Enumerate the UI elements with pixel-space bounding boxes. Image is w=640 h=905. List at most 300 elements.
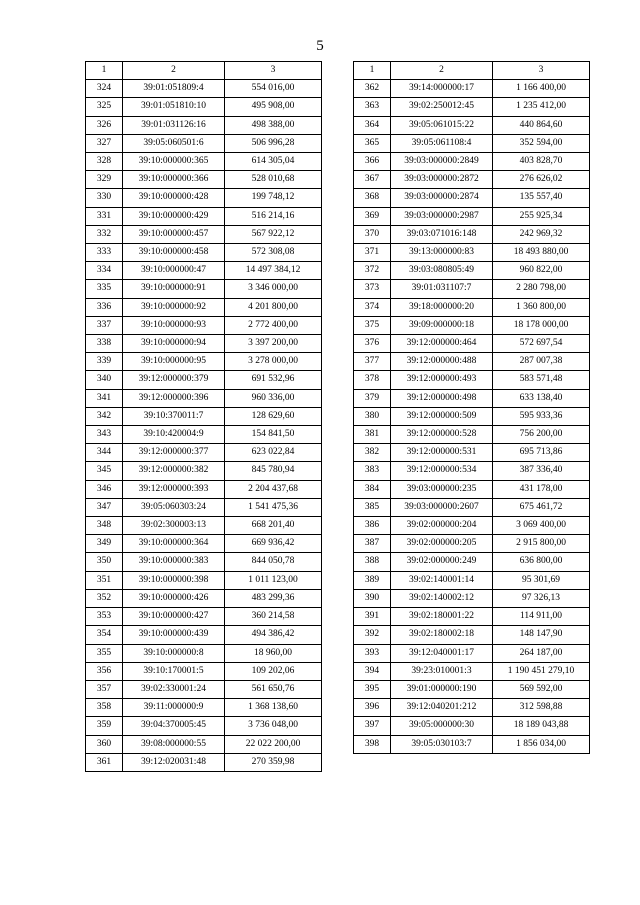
row-number-cell: 385 bbox=[354, 498, 391, 516]
value-cell: 18 178 000,00 bbox=[493, 316, 590, 334]
value-cell: 1 360 800,00 bbox=[493, 298, 590, 316]
cadastral-number-cell: 39:12:000000:393 bbox=[123, 480, 225, 498]
table-row bbox=[354, 80, 590, 98]
value-cell: 572 308,08 bbox=[225, 244, 322, 262]
column-header-3: 3 bbox=[493, 62, 590, 80]
row-number-cell: 379 bbox=[354, 389, 391, 407]
row-number-cell: 363 bbox=[354, 98, 391, 116]
cadastral-number-cell: 39:10:000000:426 bbox=[123, 589, 225, 607]
table-row bbox=[86, 116, 322, 134]
value-cell: 506 996,28 bbox=[225, 134, 322, 152]
table-row bbox=[86, 498, 322, 516]
value-cell: 312 598,88 bbox=[493, 699, 590, 717]
table-row bbox=[86, 353, 322, 371]
value-cell: 4 201 800,00 bbox=[225, 298, 322, 316]
value-cell: 691 532,96 bbox=[225, 371, 322, 389]
cadastral-number-cell: 39:03:000000:2607 bbox=[391, 498, 493, 516]
cadastral-number-cell: 39:12:040201:212 bbox=[391, 699, 493, 717]
table-row bbox=[86, 189, 322, 207]
cadastral-number-cell: 39:02:140001:14 bbox=[391, 571, 493, 589]
table-row bbox=[86, 589, 322, 607]
row-number-cell: 393 bbox=[354, 644, 391, 662]
value-cell: 633 138,40 bbox=[493, 389, 590, 407]
cadastral-number-cell: 39:10:000000:364 bbox=[123, 535, 225, 553]
value-cell: 1 856 034,00 bbox=[493, 735, 590, 753]
cadastral-number-cell: 39:03:000000:2987 bbox=[391, 207, 493, 225]
value-cell: 2 204 437,68 bbox=[225, 480, 322, 498]
cadastral-number-cell: 39:05:030103:7 bbox=[391, 735, 493, 753]
header-row bbox=[354, 62, 590, 80]
row-number-cell: 350 bbox=[86, 553, 123, 571]
value-cell: 199 748,12 bbox=[225, 189, 322, 207]
value-cell: 431 178,00 bbox=[493, 480, 590, 498]
cadastral-number-cell: 39:10:000000:428 bbox=[123, 189, 225, 207]
cadastral-number-cell: 39:10:000000:457 bbox=[123, 225, 225, 243]
table-row bbox=[86, 280, 322, 298]
table-row bbox=[354, 462, 590, 480]
cadastral-number-cell: 39:01:031126:16 bbox=[123, 116, 225, 134]
table-row bbox=[86, 608, 322, 626]
cadastral-number-cell: 39:03:000000:235 bbox=[391, 480, 493, 498]
row-number-cell: 378 bbox=[354, 371, 391, 389]
cadastral-number-cell: 39:01:031107:7 bbox=[391, 280, 493, 298]
cadastral-number-cell: 39:10:370011:7 bbox=[123, 407, 225, 425]
value-cell: 756 200,00 bbox=[493, 426, 590, 444]
table-row bbox=[86, 225, 322, 243]
row-number-cell: 344 bbox=[86, 444, 123, 462]
row-number-cell: 391 bbox=[354, 608, 391, 626]
cadastral-number-cell: 39:12:000000:379 bbox=[123, 371, 225, 389]
cadastral-number-cell: 39:03:080805:49 bbox=[391, 262, 493, 280]
row-number-cell: 395 bbox=[354, 680, 391, 698]
row-number-cell: 324 bbox=[86, 80, 123, 98]
cadastral-number-cell: 39:03:000000:2874 bbox=[391, 189, 493, 207]
value-cell: 623 022,84 bbox=[225, 444, 322, 462]
row-number-cell: 334 bbox=[86, 262, 123, 280]
table-row bbox=[354, 571, 590, 589]
row-number-cell: 362 bbox=[354, 80, 391, 98]
value-cell: 567 922,12 bbox=[225, 225, 322, 243]
value-cell: 2 915 800,00 bbox=[493, 535, 590, 553]
value-cell: 668 201,40 bbox=[225, 517, 322, 535]
value-cell: 128 629,60 bbox=[225, 407, 322, 425]
table-row bbox=[86, 98, 322, 116]
table-row bbox=[86, 335, 322, 353]
table-row bbox=[86, 80, 322, 98]
table-row bbox=[354, 189, 590, 207]
cadastral-number-cell: 39:10:170001:5 bbox=[123, 662, 225, 680]
value-cell: 3 397 200,00 bbox=[225, 335, 322, 353]
row-number-cell: 330 bbox=[86, 189, 123, 207]
value-cell: 498 388,00 bbox=[225, 116, 322, 134]
row-number-cell: 383 bbox=[354, 462, 391, 480]
column-header-1: 1 bbox=[354, 62, 391, 80]
value-cell: 403 828,70 bbox=[493, 153, 590, 171]
table-row bbox=[354, 225, 590, 243]
cadastral-number-cell: 39:02:330001:24 bbox=[123, 680, 225, 698]
table-row bbox=[354, 444, 590, 462]
table-row bbox=[354, 207, 590, 225]
table-row bbox=[354, 335, 590, 353]
cadastral-number-cell: 39:02:000000:205 bbox=[391, 535, 493, 553]
row-number-cell: 328 bbox=[86, 153, 123, 171]
cadastral-number-cell: 39:01:051809:4 bbox=[123, 80, 225, 98]
table-row bbox=[86, 407, 322, 425]
value-cell: 960 822,00 bbox=[493, 262, 590, 280]
cadastral-number-cell: 39:10:000000:93 bbox=[123, 316, 225, 334]
table-row bbox=[86, 316, 322, 334]
value-cell: 528 010,68 bbox=[225, 171, 322, 189]
value-cell: 516 214,16 bbox=[225, 207, 322, 225]
cadastral-number-cell: 39:23:010001:3 bbox=[391, 662, 493, 680]
table-row bbox=[86, 553, 322, 571]
table-row bbox=[354, 644, 590, 662]
column-header-1: 1 bbox=[86, 62, 123, 80]
cadastral-number-cell: 39:10:000000:94 bbox=[123, 335, 225, 353]
value-cell: 3 278 000,00 bbox=[225, 353, 322, 371]
row-number-cell: 380 bbox=[354, 407, 391, 425]
row-number-cell: 357 bbox=[86, 680, 123, 698]
row-number-cell: 349 bbox=[86, 535, 123, 553]
value-cell: 255 925,34 bbox=[493, 207, 590, 225]
table-row bbox=[86, 626, 322, 644]
cadastral-number-cell: 39:12:000000:509 bbox=[391, 407, 493, 425]
table-row bbox=[86, 171, 322, 189]
value-cell: 494 386,42 bbox=[225, 626, 322, 644]
row-number-cell: 360 bbox=[86, 735, 123, 753]
cadastral-number-cell: 39:10:000000:439 bbox=[123, 626, 225, 644]
value-cell: 845 780,94 bbox=[225, 462, 322, 480]
row-number-cell: 389 bbox=[354, 571, 391, 589]
row-number-cell: 353 bbox=[86, 608, 123, 626]
table-row bbox=[86, 535, 322, 553]
value-cell: 135 557,40 bbox=[493, 189, 590, 207]
cadastral-number-cell: 39:10:000000:91 bbox=[123, 280, 225, 298]
cadastral-number-cell: 39:02:180001:22 bbox=[391, 608, 493, 626]
row-number-cell: 329 bbox=[86, 171, 123, 189]
value-cell: 18 960,00 bbox=[225, 644, 322, 662]
table-row bbox=[86, 644, 322, 662]
right-table-body bbox=[354, 62, 590, 754]
row-number-cell: 381 bbox=[354, 426, 391, 444]
row-number-cell: 371 bbox=[354, 244, 391, 262]
row-number-cell: 345 bbox=[86, 462, 123, 480]
value-cell: 3 069 400,00 bbox=[493, 517, 590, 535]
cadastral-number-cell: 39:03:071016:148 bbox=[391, 225, 493, 243]
value-cell: 22 022 200,00 bbox=[225, 735, 322, 753]
cadastral-number-cell: 39:02:000000:204 bbox=[391, 517, 493, 535]
value-cell: 1 166 400,00 bbox=[493, 80, 590, 98]
cadastral-number-cell: 39:10:000000:8 bbox=[123, 644, 225, 662]
cadastral-number-cell: 39:04:370005:45 bbox=[123, 717, 225, 735]
value-cell: 2 772 400,00 bbox=[225, 316, 322, 334]
cadastral-number-cell: 39:05:000000:30 bbox=[391, 717, 493, 735]
table-row bbox=[354, 498, 590, 516]
value-cell: 264 187,00 bbox=[493, 644, 590, 662]
value-cell: 18 493 880,00 bbox=[493, 244, 590, 262]
row-number-cell: 394 bbox=[354, 662, 391, 680]
value-cell: 695 713,86 bbox=[493, 444, 590, 462]
row-number-cell: 390 bbox=[354, 589, 391, 607]
row-number-cell: 340 bbox=[86, 371, 123, 389]
row-number-cell: 372 bbox=[354, 262, 391, 280]
cadastral-number-cell: 39:02:300003:13 bbox=[123, 517, 225, 535]
cadastral-number-cell: 39:12:000000:493 bbox=[391, 371, 493, 389]
value-cell: 242 969,32 bbox=[493, 225, 590, 243]
table-row bbox=[354, 626, 590, 644]
row-number-cell: 325 bbox=[86, 98, 123, 116]
value-cell: 287 007,38 bbox=[493, 353, 590, 371]
table-row bbox=[86, 371, 322, 389]
cadastral-number-cell: 39:12:000000:396 bbox=[123, 389, 225, 407]
table-row bbox=[354, 407, 590, 425]
value-cell: 3 736 048,00 bbox=[225, 717, 322, 735]
table-row bbox=[354, 98, 590, 116]
row-number-cell: 384 bbox=[354, 480, 391, 498]
row-number-cell: 359 bbox=[86, 717, 123, 735]
value-cell: 960 336,00 bbox=[225, 389, 322, 407]
row-number-cell: 343 bbox=[86, 426, 123, 444]
table-row bbox=[354, 480, 590, 498]
table-row bbox=[354, 134, 590, 152]
cadastral-number-cell: 39:10:000000:366 bbox=[123, 171, 225, 189]
cadastral-number-cell: 39:12:000000:488 bbox=[391, 353, 493, 371]
value-cell: 387 336,40 bbox=[493, 462, 590, 480]
cadastral-number-cell: 39:18:000000:20 bbox=[391, 298, 493, 316]
table-row bbox=[354, 262, 590, 280]
cadastral-number-cell: 39:02:250012:45 bbox=[391, 98, 493, 116]
page-number: 5 bbox=[316, 38, 324, 54]
table-row bbox=[354, 153, 590, 171]
cadastral-number-cell: 39:03:000000:2849 bbox=[391, 153, 493, 171]
row-number-cell: 342 bbox=[86, 407, 123, 425]
cadastral-number-cell: 39:02:140002:12 bbox=[391, 589, 493, 607]
value-cell: 669 936,42 bbox=[225, 535, 322, 553]
value-cell: 1 368 138,60 bbox=[225, 699, 322, 717]
value-cell: 636 800,00 bbox=[493, 553, 590, 571]
cadastral-number-cell: 39:12:020031:48 bbox=[123, 753, 225, 771]
value-cell: 572 697,54 bbox=[493, 335, 590, 353]
value-cell: 554 016,00 bbox=[225, 80, 322, 98]
table-row bbox=[86, 207, 322, 225]
row-number-cell: 364 bbox=[354, 116, 391, 134]
value-cell: 360 214,58 bbox=[225, 608, 322, 626]
row-number-cell: 339 bbox=[86, 353, 123, 371]
row-number-cell: 336 bbox=[86, 298, 123, 316]
row-number-cell: 351 bbox=[86, 571, 123, 589]
table-row bbox=[354, 116, 590, 134]
table-row bbox=[86, 262, 322, 280]
row-number-cell: 355 bbox=[86, 644, 123, 662]
value-cell: 270 359,98 bbox=[225, 753, 322, 771]
cadastral-number-cell: 39:12:000000:531 bbox=[391, 444, 493, 462]
value-cell: 2 280 798,00 bbox=[493, 280, 590, 298]
row-number-cell: 374 bbox=[354, 298, 391, 316]
row-number-cell: 388 bbox=[354, 553, 391, 571]
value-cell: 14 497 384,12 bbox=[225, 262, 322, 280]
row-number-cell: 376 bbox=[354, 335, 391, 353]
table-row bbox=[354, 735, 590, 753]
table-row bbox=[86, 662, 322, 680]
table-row bbox=[354, 662, 590, 680]
row-number-cell: 382 bbox=[354, 444, 391, 462]
row-number-cell: 348 bbox=[86, 517, 123, 535]
right-register-table bbox=[353, 61, 590, 754]
table-row bbox=[354, 535, 590, 553]
cadastral-number-cell: 39:10:000000:398 bbox=[123, 571, 225, 589]
row-number-cell: 396 bbox=[354, 699, 391, 717]
cadastral-number-cell: 39:10:000000:92 bbox=[123, 298, 225, 316]
cadastral-number-cell: 39:11:000000:9 bbox=[123, 699, 225, 717]
table-row bbox=[86, 717, 322, 735]
left-table-body bbox=[86, 62, 322, 772]
row-number-cell: 368 bbox=[354, 189, 391, 207]
table-row bbox=[354, 426, 590, 444]
table-row bbox=[86, 480, 322, 498]
row-number-cell: 341 bbox=[86, 389, 123, 407]
row-number-cell: 367 bbox=[354, 171, 391, 189]
value-cell: 1 235 412,00 bbox=[493, 98, 590, 116]
table-row bbox=[354, 371, 590, 389]
table-row bbox=[354, 699, 590, 717]
value-cell: 352 594,00 bbox=[493, 134, 590, 152]
left-register-table bbox=[85, 61, 322, 772]
cadastral-number-cell: 39:10:000000:95 bbox=[123, 353, 225, 371]
row-number-cell: 369 bbox=[354, 207, 391, 225]
column-header-2: 2 bbox=[123, 62, 225, 80]
row-number-cell: 326 bbox=[86, 116, 123, 134]
cadastral-number-cell: 39:12:040001:17 bbox=[391, 644, 493, 662]
cadastral-number-cell: 39:02:000000:249 bbox=[391, 553, 493, 571]
table-row bbox=[354, 298, 590, 316]
cadastral-number-cell: 39:05:060303:24 bbox=[123, 498, 225, 516]
value-cell: 1 541 475,36 bbox=[225, 498, 322, 516]
value-cell: 440 864,60 bbox=[493, 116, 590, 134]
cadastral-number-cell: 39:05:060501:6 bbox=[123, 134, 225, 152]
cadastral-number-cell: 39:10:000000:458 bbox=[123, 244, 225, 262]
value-cell: 114 911,00 bbox=[493, 608, 590, 626]
cadastral-number-cell: 39:12:000000:464 bbox=[391, 335, 493, 353]
value-cell: 495 908,00 bbox=[225, 98, 322, 116]
row-number-cell: 354 bbox=[86, 626, 123, 644]
row-number-cell: 333 bbox=[86, 244, 123, 262]
table-row bbox=[86, 298, 322, 316]
row-number-cell: 361 bbox=[86, 753, 123, 771]
table-row bbox=[86, 735, 322, 753]
row-number-cell: 377 bbox=[354, 353, 391, 371]
value-cell: 3 346 000,00 bbox=[225, 280, 322, 298]
value-cell: 561 650,76 bbox=[225, 680, 322, 698]
row-number-cell: 386 bbox=[354, 517, 391, 535]
cadastral-number-cell: 39:13:000000:83 bbox=[391, 244, 493, 262]
cadastral-number-cell: 39:10:000000:429 bbox=[123, 207, 225, 225]
table-row bbox=[354, 717, 590, 735]
table-row bbox=[86, 753, 322, 771]
cadastral-number-cell: 39:12:000000:377 bbox=[123, 444, 225, 462]
table-row bbox=[86, 153, 322, 171]
value-cell: 276 626,02 bbox=[493, 171, 590, 189]
row-number-cell: 347 bbox=[86, 498, 123, 516]
cadastral-number-cell: 39:10:420004:9 bbox=[123, 426, 225, 444]
table-row bbox=[86, 244, 322, 262]
value-cell: 569 592,00 bbox=[493, 680, 590, 698]
column-header-3: 3 bbox=[225, 62, 322, 80]
value-cell: 595 933,36 bbox=[493, 407, 590, 425]
row-number-cell: 373 bbox=[354, 280, 391, 298]
cadastral-number-cell: 39:03:000000:2872 bbox=[391, 171, 493, 189]
table-row bbox=[86, 571, 322, 589]
value-cell: 1 190 451 279,10 bbox=[493, 662, 590, 680]
header-row bbox=[86, 62, 322, 80]
row-number-cell: 352 bbox=[86, 589, 123, 607]
cadastral-number-cell: 39:09:000000:18 bbox=[391, 316, 493, 334]
table-row bbox=[354, 171, 590, 189]
table-row bbox=[354, 353, 590, 371]
cadastral-number-cell: 39:10:000000:365 bbox=[123, 153, 225, 171]
row-number-cell: 397 bbox=[354, 717, 391, 735]
row-number-cell: 338 bbox=[86, 335, 123, 353]
row-number-cell: 398 bbox=[354, 735, 391, 753]
cadastral-number-cell: 39:12:000000:498 bbox=[391, 389, 493, 407]
table-row bbox=[354, 389, 590, 407]
value-cell: 95 301,69 bbox=[493, 571, 590, 589]
table-row bbox=[86, 699, 322, 717]
cadastral-number-cell: 39:05:061015:22 bbox=[391, 116, 493, 134]
table-row bbox=[354, 553, 590, 571]
row-number-cell: 375 bbox=[354, 316, 391, 334]
row-number-cell: 346 bbox=[86, 480, 123, 498]
value-cell: 97 326,13 bbox=[493, 589, 590, 607]
table-row bbox=[86, 389, 322, 407]
table-row bbox=[86, 426, 322, 444]
cadastral-number-cell: 39:01:000000:190 bbox=[391, 680, 493, 698]
column-header-2: 2 bbox=[391, 62, 493, 80]
value-cell: 18 189 043,88 bbox=[493, 717, 590, 735]
cadastral-number-cell: 39:12:000000:382 bbox=[123, 462, 225, 480]
cadastral-number-cell: 39:12:000000:528 bbox=[391, 426, 493, 444]
cadastral-number-cell: 39:12:000000:534 bbox=[391, 462, 493, 480]
value-cell: 614 305,04 bbox=[225, 153, 322, 171]
cadastral-number-cell: 39:08:000000:55 bbox=[123, 735, 225, 753]
table-row bbox=[86, 680, 322, 698]
table-row bbox=[354, 517, 590, 535]
row-number-cell: 370 bbox=[354, 225, 391, 243]
value-cell: 844 050,78 bbox=[225, 553, 322, 571]
cadastral-number-cell: 39:10:000000:427 bbox=[123, 608, 225, 626]
row-number-cell: 331 bbox=[86, 207, 123, 225]
cadastral-number-cell: 39:01:051810:10 bbox=[123, 98, 225, 116]
row-number-cell: 358 bbox=[86, 699, 123, 717]
cadastral-number-cell: 39:05:061108:4 bbox=[391, 134, 493, 152]
value-cell: 109 202,06 bbox=[225, 662, 322, 680]
table-row bbox=[354, 608, 590, 626]
table-row bbox=[354, 589, 590, 607]
row-number-cell: 332 bbox=[86, 225, 123, 243]
cadastral-number-cell: 39:10:000000:383 bbox=[123, 553, 225, 571]
value-cell: 483 299,36 bbox=[225, 589, 322, 607]
value-cell: 154 841,50 bbox=[225, 426, 322, 444]
table-row bbox=[86, 134, 322, 152]
value-cell: 1 011 123,00 bbox=[225, 571, 322, 589]
row-number-cell: 387 bbox=[354, 535, 391, 553]
value-cell: 148 147,90 bbox=[493, 626, 590, 644]
table-row bbox=[354, 244, 590, 262]
value-cell: 583 571,48 bbox=[493, 371, 590, 389]
row-number-cell: 392 bbox=[354, 626, 391, 644]
table-row bbox=[354, 280, 590, 298]
row-number-cell: 366 bbox=[354, 153, 391, 171]
table-row bbox=[86, 444, 322, 462]
